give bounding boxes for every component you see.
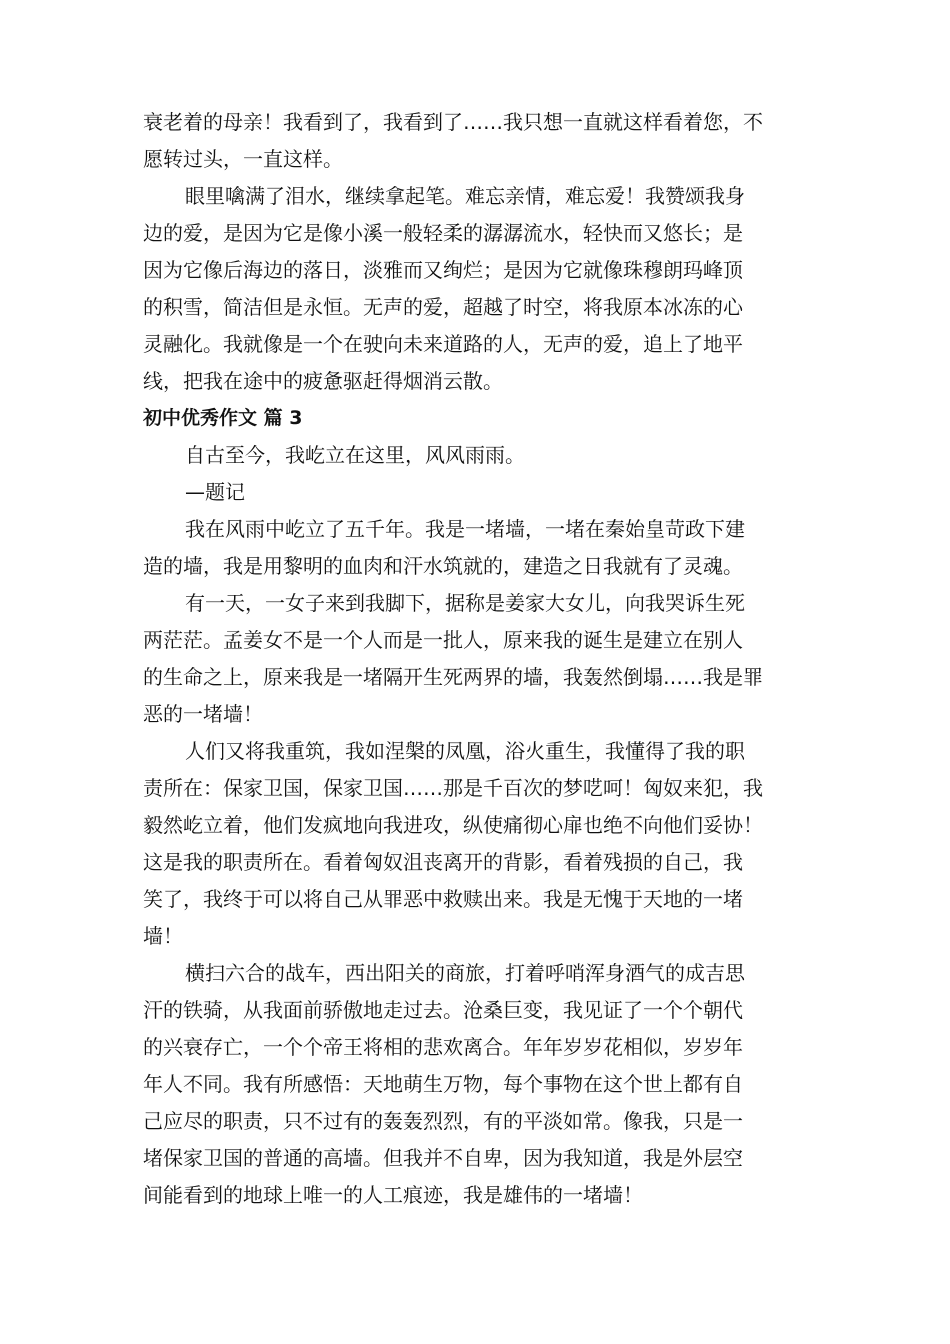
text-line: 的兴衰存亡，一个个帝王将相的悲欢离合。年年岁岁花相似，岁岁年 [143, 1035, 743, 1059]
text-line: 己应尽的职责，只不过有的轰轰烈烈，有的平淡如常。像我，只是一 [143, 1109, 743, 1133]
text-line: 恶的一堵墙！ [143, 702, 263, 726]
text-line: 这是我的职责所在。看着匈奴沮丧离开的背影，看着残损的自己，我 [143, 850, 743, 874]
section-heading: 初中优秀作文 篇 3 [143, 407, 303, 429]
text-line: 衰老着的母亲！我看到了，我看到了……我只想一直就这样看着您，不 [143, 110, 763, 134]
text-line: 灵融化。我就像是一个在驶向未来道路的人，无声的爱，追上了地平 [143, 332, 743, 356]
text-line: 笑了，我终于可以将自己从罪恶中救赎出来。我是无愧于天地的一堵 [143, 887, 743, 911]
text-line: 毅然屹立着，他们发疯地向我进攻，纵使痛彻心扉也绝不向他们妥协！ [143, 813, 763, 837]
paragraph-start-line: 眼里噙满了泪水，继续拿起笔。难忘亲情，难忘爱！我赞颂我身 [185, 184, 745, 208]
text-line: 年人不同。我有所感悟：天地萌生万物，每个事物在这个世上都有自 [143, 1072, 743, 1096]
text-line: 堵保家卫国的普通的高墙。但我并不自卑，因为我知道，我是外层空 [143, 1146, 743, 1170]
paragraph-start-line: 人们又将我重筑，我如涅槃的凤凰，浴火重生，我懂得了我的职 [185, 739, 745, 763]
text-line: 两茫茫。孟姜女不是一个人而是一批人，原来我的诞生是建立在别人 [143, 628, 743, 652]
text-line: 愿转过头，一直这样。 [143, 147, 343, 171]
paragraph-start-line: 我在风雨中屹立了五千年。我是一堵墙，一堵在秦始皇苛政下建 [185, 517, 745, 541]
text-line: 汗的铁骑，从我面前骄傲地走过去。沧桑巨变，我见证了一个个朝代 [143, 998, 743, 1022]
text-line: 责所在：保家卫国，保家卫国……那是千百次的梦呓呵！匈奴来犯，我 [143, 776, 763, 800]
paragraph-start-line: 有一天，一女子来到我脚下，据称是姜家大女儿，向我哭诉生死 [185, 591, 745, 615]
paragraph-start-line: 自古至今，我屹立在这里，风风雨雨。 [185, 443, 525, 467]
document-page [143, 104, 827, 1214]
text-line: 的积雪，简洁但是永恒。无声的爱，超越了时空，将我原本冰冻的心 [143, 295, 743, 319]
text-line: 墙！ [143, 924, 183, 948]
inscription-line: —题记 [185, 480, 245, 504]
text-line: 边的爱，是因为它是像小溪一般轻柔的潺潺流水，轻快而又悠长；是 [143, 221, 743, 245]
text-line: 的生命之上，原来我是一堵隔开生死两界的墙，我轰然倒塌……我是罪 [143, 665, 763, 689]
text-line: 间能看到的地球上唯一的人工痕迹，我是雄伟的一堵墙！ [143, 1183, 643, 1207]
text-line: 因为它像后海边的落日，淡雅而又绚烂；是因为它就像珠穆朗玛峰顶 [143, 258, 743, 282]
text-line: 线，把我在途中的疲惫驱赶得烟消云散。 [143, 369, 503, 393]
paragraph-start-line: 横扫六合的战车，西出阳关的商旅，打着呼哨浑身酒气的成吉思 [185, 961, 745, 985]
text-line: 造的墙，我是用黎明的血肉和汗水筑就的，建造之日我就有了灵魂。 [143, 554, 743, 578]
